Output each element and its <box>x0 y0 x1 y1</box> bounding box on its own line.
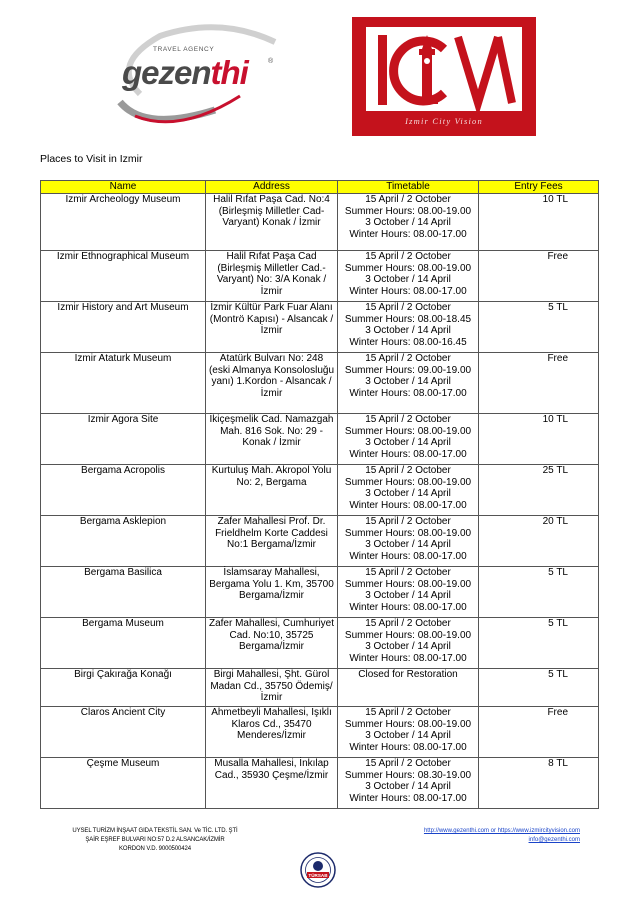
place-fee: 10 TL <box>479 194 599 251</box>
place-name: Izmir Archeology Museum <box>41 194 206 251</box>
place-name: Bergama Asklepion <box>41 516 206 567</box>
company-tax-office: KORDON V.D. 9000500424 <box>119 846 191 852</box>
place-timetable: 15 April / 2 October Summer Hours: 08.00-18.45 3 October / 14 April Winter Hours: 08.00-16.45 <box>338 302 479 353</box>
place-timetable: 15 April / 2 October Summer Hours: 08.00-19.00 3 October / 14 April Winter Hours: 08.00-17.00 <box>338 567 479 618</box>
table-row <box>41 251 599 302</box>
place-address: İkiçeşmelik Cad. Namazgah Mah. 816 Sok. No: 29 - Konak / İzmir <box>206 414 338 465</box>
place-timetable: 15 April / 2 October Summer Hours: 08.00-19.00 3 October / 14 April Winter Hours: 08.00-17.00 <box>338 251 479 302</box>
company-info <box>40 827 270 854</box>
place-name: Claros Ancient City <box>41 707 206 758</box>
tursab-badge-text: TÜRSAB <box>308 872 328 878</box>
place-fee: 5 TL <box>479 669 599 707</box>
company-name: UYSEL TURİZM İNŞAAT GIDA TEKSTİL SAN. Ve TİC. LTD. ŞTİ <box>72 828 238 834</box>
table-header-row <box>41 181 599 194</box>
contact-links <box>318 827 580 845</box>
table-row <box>41 618 599 669</box>
place-name: Izmir Agora Site <box>41 414 206 465</box>
place-timetable: 15 April / 2 October Summer Hours: 08.00-19.00 3 October / 14 April Winter Hours: 08.00-17.00 <box>338 516 479 567</box>
place-fee: 5 TL <box>479 618 599 669</box>
brand-name: gezenthi <box>122 54 248 91</box>
table-row <box>41 414 599 465</box>
place-address: Zafer Mahallesi, Cumhuriyet Cad. No:10, 35725 Bergama/İzmir <box>206 618 338 669</box>
place-fee: Free <box>479 353 599 414</box>
column-header-fee: Entry Fees <box>479 181 599 194</box>
table-row <box>41 516 599 567</box>
place-address: Kurtuluş Mah. Akropol Yolu No: 2, Bergama <box>206 465 338 516</box>
place-name: Bergama Basilica <box>41 567 206 618</box>
table-row <box>41 353 599 414</box>
place-fee: 25 TL <box>479 465 599 516</box>
company-address: ŞAİR EŞREF BULVARI NO:57 D.2 ALSANCAK/İZMİR <box>85 837 225 843</box>
place-timetable: 15 April / 2 October Summer Hours: 08.00-19.00 3 October / 14 April Winter Hours: 08.00-17.00 <box>338 618 479 669</box>
place-name: Birgi Çakırağa Konağı <box>41 669 206 707</box>
places-table <box>40 180 599 809</box>
place-address: Musalla Mahallesi, İnkılap Cad., 35930 Çeşme/İzmir <box>206 758 338 809</box>
place-address: İzmir Kültür Park Fuar Alanı (Montrö Kapısı) - Alsancak /İzmir <box>206 302 338 353</box>
place-fee: 5 TL <box>479 302 599 353</box>
place-address: Zafer Mahallesi Prof. Dr. Frieldhelm Korte Caddesi No:1 Bergama/İzmir <box>206 516 338 567</box>
place-timetable: 15 April / 2 October Summer Hours: 08.00-19.00 3 October / 14 April Winter Hours: 08.00-17.00 <box>338 414 479 465</box>
website-links[interactable]: http://www.gezenthi.com or https://www.izmircityvision.com <box>423 828 580 834</box>
table-row <box>41 465 599 516</box>
table-row <box>41 567 599 618</box>
place-address: İslamsaray Mahallesi, Bergama Yolu 1. Km, 35700 Bergama/İzmir <box>206 567 338 618</box>
table-row <box>41 302 599 353</box>
place-name: Bergama Museum <box>41 618 206 669</box>
table-row <box>41 194 599 251</box>
place-address: Ahmetbeyli Mahallesi, Işıklı Klaros Cd., 35470 Menderes/İzmir <box>206 707 338 758</box>
place-timetable: 15 April / 2 October Summer Hours: 08.30-19.00 3 October / 14 April Winter Hours: 08.00-17.00 <box>338 758 479 809</box>
email-link[interactable]: info@gezenthi.com <box>528 837 580 843</box>
column-header-timetable: Timetable <box>338 181 479 194</box>
place-fee: 8 TL <box>479 758 599 809</box>
place-address: Birgi Mahallesi, Şht. Gürol Madan Cd., 35750 Ödemiş/İzmir <box>206 669 338 707</box>
travel-agency-label: TRAVEL AGENCY <box>153 46 215 53</box>
column-header-name: Name <box>41 181 206 194</box>
gezenthi-logo <box>100 24 290 134</box>
place-address: Halil Rıfat Paşa Cad (Birleşmiş Milletler Cad.- Varyant) No: 3/A Konak / İzmir <box>206 251 338 302</box>
logo-panel <box>366 27 522 111</box>
place-timetable: 15 April / 2 October Summer Hours: 08.00-19.00 3 October / 14 April Winter Hours: 08.00-17.00 <box>338 465 479 516</box>
place-fee: 20 TL <box>479 516 599 567</box>
logo-tagline: Izmir City Vision <box>405 116 483 126</box>
place-name: Izmir History and Art Museum <box>41 302 206 353</box>
page-title: Places to Visit in Izmir <box>40 153 143 165</box>
izmir-city-vision-logo <box>352 17 536 136</box>
table-row <box>41 707 599 758</box>
column-header-address: Address <box>206 181 338 194</box>
place-name: Izmir Ataturk Museum <box>41 353 206 414</box>
registered-mark: ® <box>268 58 274 65</box>
place-timetable: 15 April / 2 October Summer Hours: 08.00-19.00 3 October / 14 April Winter Hours: 08.00-17.00 <box>338 707 479 758</box>
place-name: Bergama Acropolis <box>41 465 206 516</box>
place-name: Izmir Ethnographical Museum <box>41 251 206 302</box>
place-address: Atatürk Bulvarı No: 248 (eski Almanya Konsolosluğu yanı) 1.Kordon - Alsancak / İzmir <box>206 353 338 414</box>
place-address: Halil Rıfat Paşa Cad. No:4 (Birleşmiş Milletler Cad- Varyant) Konak / İzmir <box>206 194 338 251</box>
place-fee: 5 TL <box>479 567 599 618</box>
place-fee: Free <box>479 251 599 302</box>
place-fee: 10 TL <box>479 414 599 465</box>
table-row <box>41 758 599 809</box>
place-timetable: 15 April / 2 October Summer Hours: 09.00-19.00 3 October / 14 April Winter Hours: 08.00-17.00 <box>338 353 479 414</box>
clock-tower-icon <box>366 27 522 111</box>
place-timetable: 15 April / 2 October Summer Hours: 08.00-19.00 3 October / 14 April Winter Hours: 08.00-17.00 <box>338 194 479 251</box>
place-fee: Free <box>479 707 599 758</box>
tursab-badge-icon <box>300 852 336 888</box>
table-row <box>41 669 599 707</box>
place-name: Çeşme Museum <box>41 758 206 809</box>
place-timetable: Closed for Restoration <box>338 669 479 707</box>
